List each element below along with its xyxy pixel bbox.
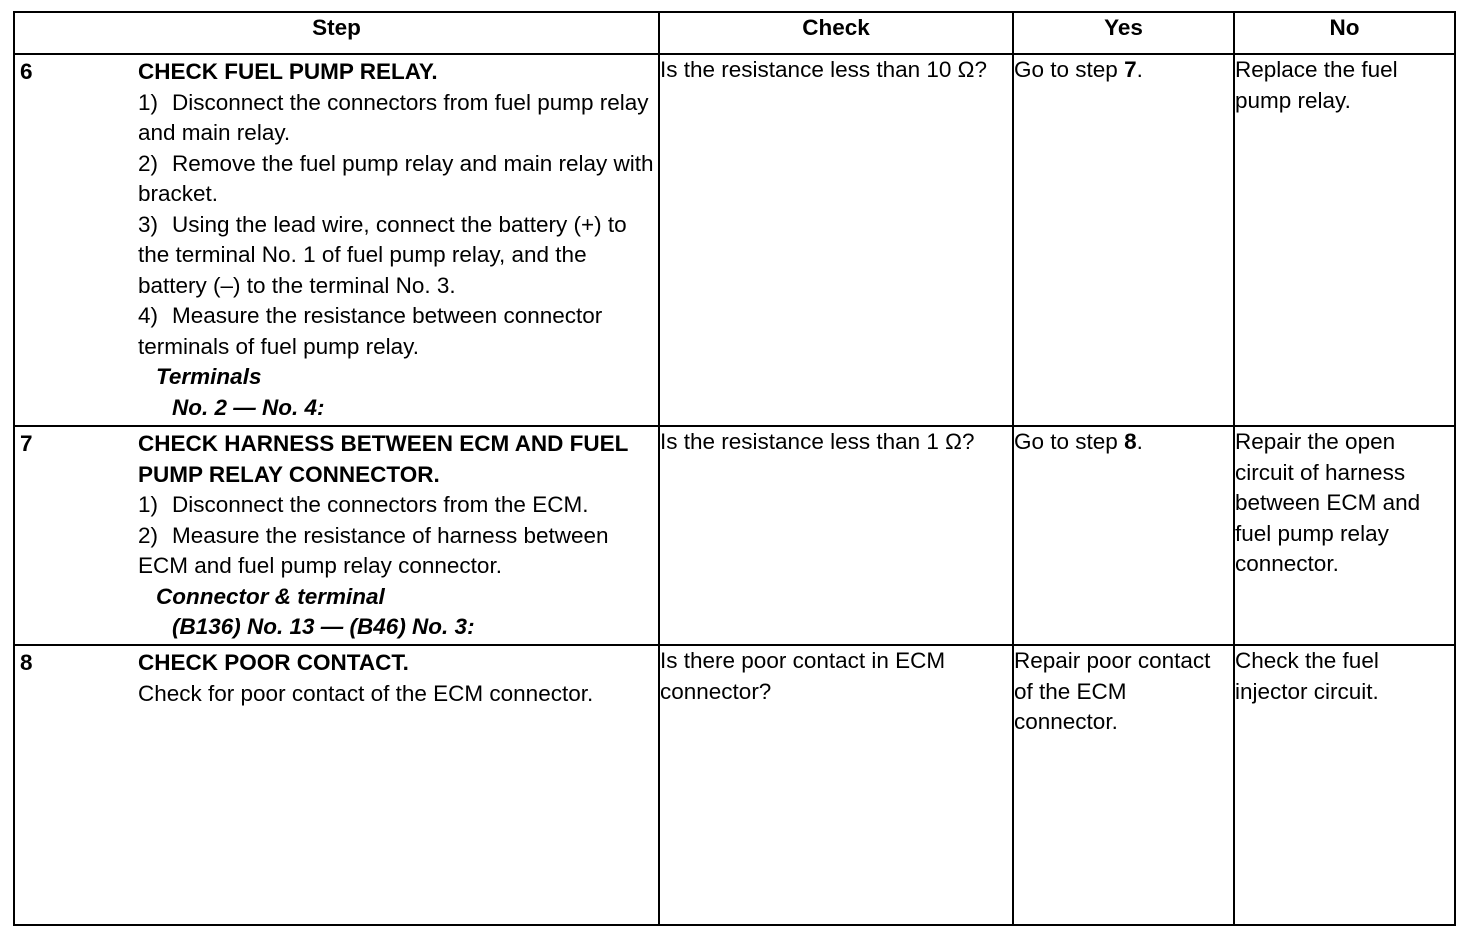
table-row-step-6 <box>14 54 1455 426</box>
instruction-item: 1) Disconnect the connectors from fuel pump relay and main relay. <box>138 89 649 145</box>
spec-label: Terminals <box>156 364 262 389</box>
table-row-step-8 <box>14 645 1455 925</box>
step-reference: 8 <box>1124 429 1137 454</box>
instruction-item: 2) Measure the resistance of harness between ECM and fuel pump relay connector. <box>138 522 609 578</box>
instruction-item: 3) Using the lead wire, connect the battery (+) to the terminal No. 1 of fuel pump relay, and the battery (–) to the terminal No. 3. <box>138 211 627 298</box>
check-cell: Is the resistance less than 10 Ω? <box>659 54 1013 426</box>
yes-cell: Repair poor contact of the ECM connector. <box>1013 645 1234 925</box>
spec-label: Connector & terminal <box>156 583 385 609</box>
step-cell <box>14 645 659 925</box>
header-step: Step <box>14 12 659 54</box>
step-number: 7 <box>20 431 33 456</box>
yes-cell: Go to step 8. <box>1013 426 1234 645</box>
header-yes: Yes <box>1013 12 1234 54</box>
diagnostic-table <box>13 11 1456 926</box>
step-number: 6 <box>20 59 33 84</box>
step-number: 8 <box>20 650 33 675</box>
step-cell <box>14 426 659 645</box>
check-cell: Is there poor contact in ECM connector? <box>659 645 1013 925</box>
no-cell: Check the fuel injector circuit. <box>1234 645 1455 925</box>
instruction-item: 2) Remove the fuel pump relay and main relay with bracket. <box>138 150 654 206</box>
step-title: CHECK HARNESS BETWEEN ECM AND FUEL PUMP RELAY CONNECTOR. <box>138 431 629 487</box>
step-title: CHECK FUEL PUMP RELAY. <box>138 59 438 84</box>
check-cell: Is the resistance less than 1 Ω? <box>659 426 1013 645</box>
spec-value: (B136) No. 13 — (B46) No. 3: <box>172 614 475 639</box>
instruction-text: Check for poor contact of the ECM connector. <box>138 680 594 706</box>
spec-value: No. 2 — No. 4: <box>172 394 325 420</box>
no-cell: Replace the fuel pump relay. <box>1234 54 1455 426</box>
header-check: Check <box>659 12 1013 54</box>
instruction-item: 1) Disconnect the connectors from the ECM. <box>138 492 589 517</box>
step-title: CHECK POOR CONTACT. <box>138 650 409 675</box>
table-row-step-7 <box>14 426 1455 645</box>
step-cell <box>14 54 659 426</box>
instruction-item: 4) Measure the resistance between connector terminals of fuel pump relay. <box>138 303 603 359</box>
no-cell: Repair the open circuit of harness between ECM and fuel pump relay connector. <box>1234 426 1455 645</box>
step-reference: 7 <box>1124 57 1137 82</box>
header-no: No <box>1234 12 1455 54</box>
yes-cell: Go to step 7. <box>1013 54 1234 426</box>
header-row <box>14 12 1455 54</box>
